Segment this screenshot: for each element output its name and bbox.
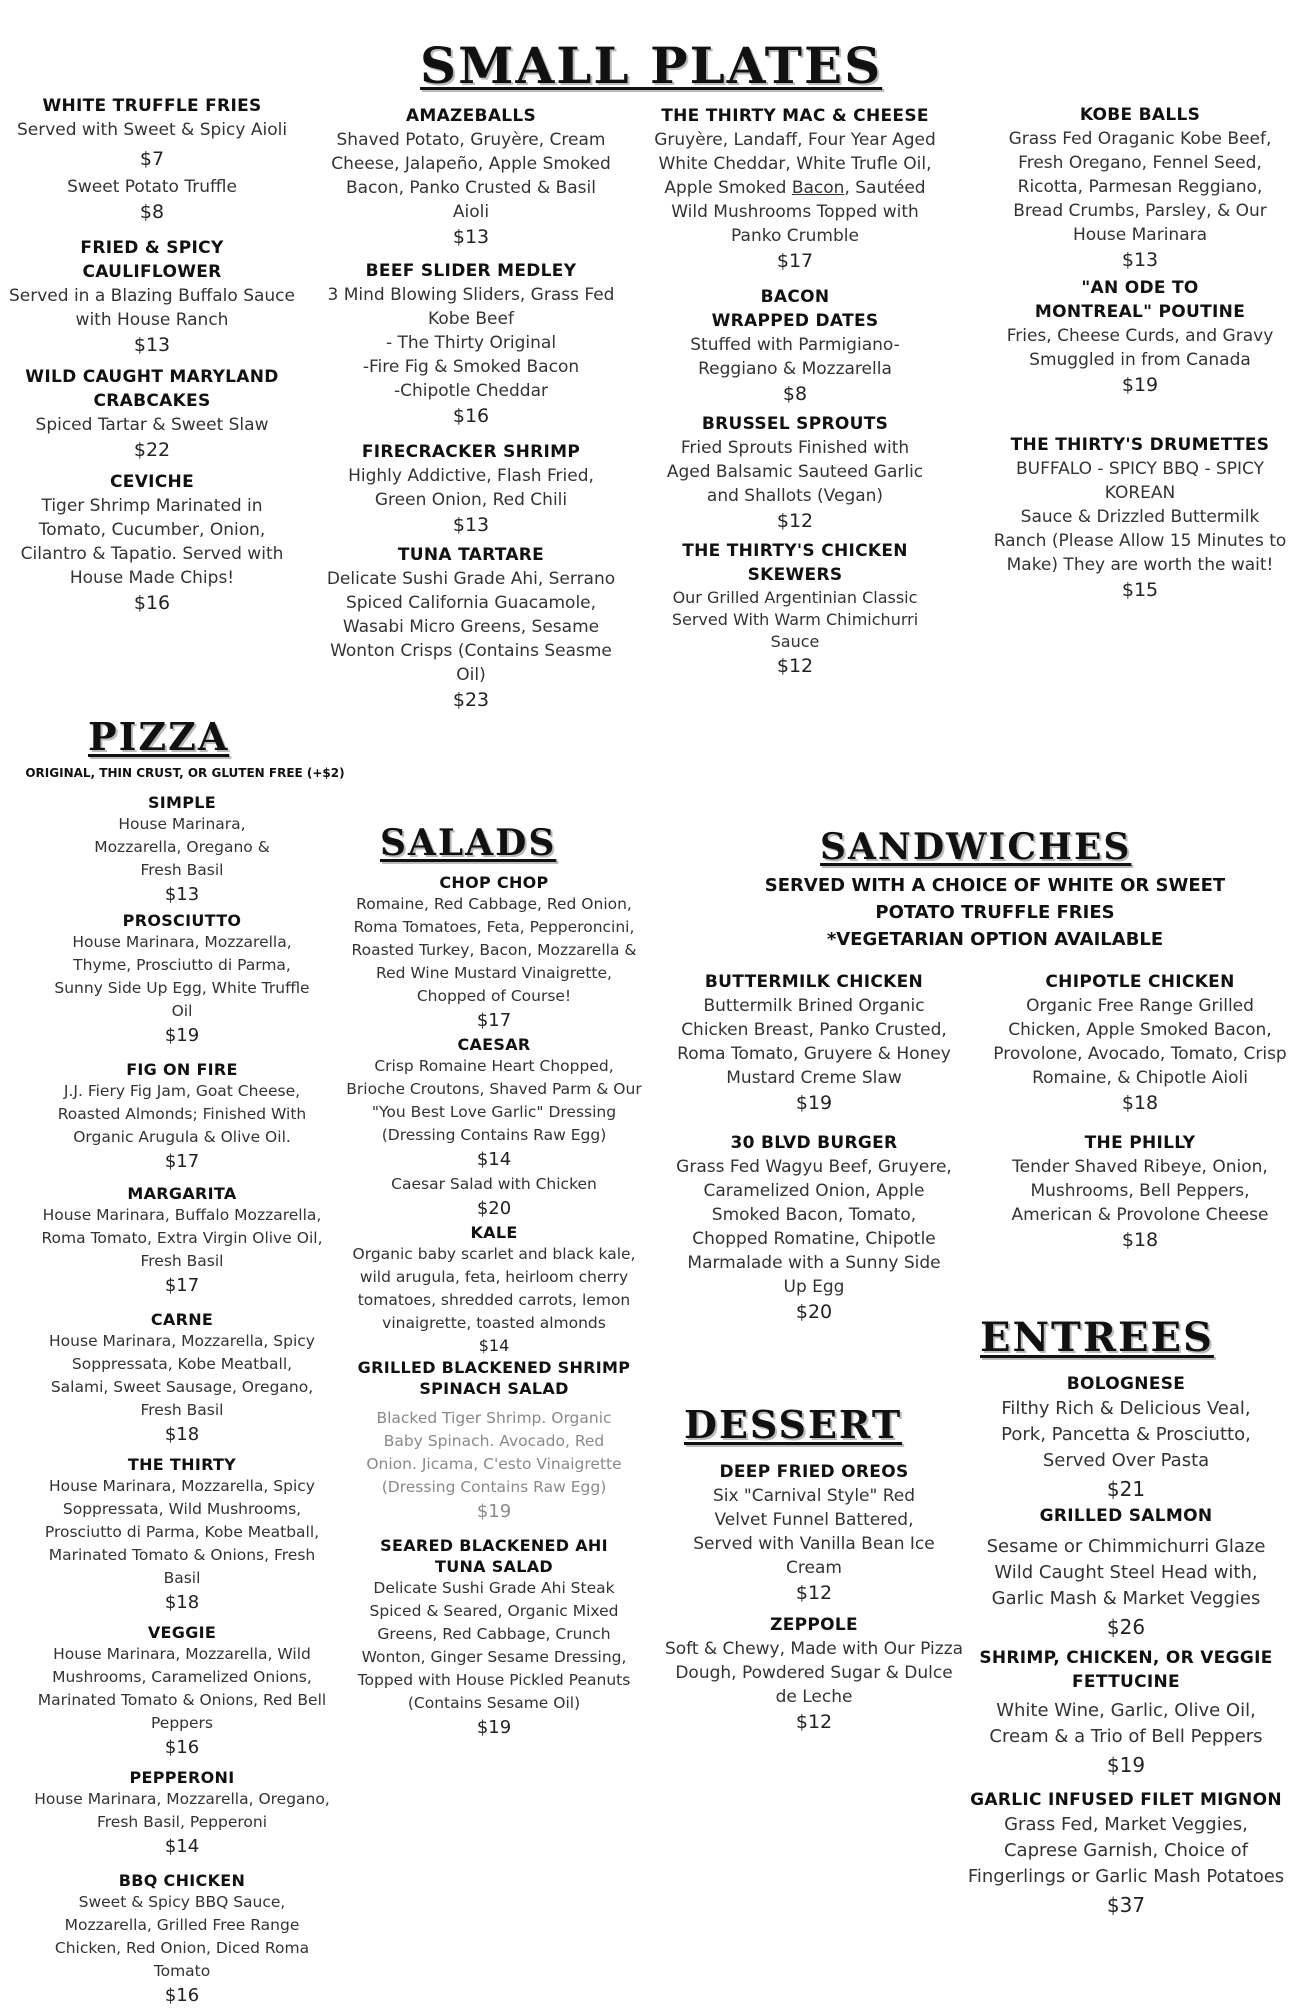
item-description: Spiced Tartar & Sweet Slaw — [35, 415, 269, 435]
item-description: Filthy Rich & Delicious Veal, Pork, Pancetta & Prosciutto, Served Over Pasta — [1001, 1398, 1251, 1471]
item-description: Highly Addictive, Flash Fried, Green Onion, Red Chili — [348, 466, 594, 510]
item-name: AMAZEBALLS — [405, 106, 537, 126]
item-name: BRUSSEL SPROUTS — [701, 414, 889, 434]
menu-item-buttermilk-chicken — [664, 970, 964, 1117]
pizza-heading: PIZZA — [88, 714, 230, 759]
menu-item-kobe-balls — [992, 103, 1288, 274]
item-description: Served in a Blazing Buffalo Sauce with House Ranch — [9, 286, 295, 330]
item-name: WHITE TRUFFLE FRIES — [42, 96, 262, 116]
item-name: CAESAR — [457, 1035, 531, 1054]
item-price: $16 — [133, 592, 171, 614]
menu-item-crabcakes — [8, 365, 296, 464]
item-name: 30 BLVD BURGER — [730, 1133, 898, 1153]
item-name: WILD CAUGHT MARYLAND CRABCAKES — [25, 367, 279, 411]
item-name: TUNA TARTARE — [397, 545, 545, 565]
item-price: $17 — [164, 1151, 200, 1172]
menu-item-chop-chop — [346, 872, 642, 1034]
item-name: FRIED & SPICY CAULIFLOWER — [80, 238, 224, 282]
item-price: $19 — [476, 1717, 512, 1738]
sandwiches-column-right — [990, 970, 1290, 1254]
item-description: Grass Fed Wagyu Beef, Gruyere, Caramelized Onion, Apple Smoked Bacon, Tomato, Chopped Romatine, Chipotle Marmalade with a Sunny Side Up Egg — [676, 1157, 952, 1297]
item-description: Sweet Potato Truffle — [67, 177, 237, 197]
item-price: $18 — [1121, 1229, 1159, 1251]
item-description: House Marinara, Mozzarella, Oregano, Fresh Basil, Pepperoni — [34, 1790, 330, 1831]
item-price: $12 — [795, 1711, 833, 1733]
item-price: $14 — [164, 1836, 200, 1857]
item-price: $12 — [776, 655, 814, 677]
menu-item-white-truffle-fries — [8, 94, 296, 173]
menu-item-firecracker-shrimp — [326, 440, 616, 539]
sandwiches-subtitle-line-1: SERVED WITH A CHOICE OF WHITE OR SWEET — [764, 875, 1226, 896]
item-name: GRILLED BLACKENED SHRIMP SPINACH SALAD — [357, 1358, 631, 1398]
sandwiches-subtitle — [690, 872, 1300, 953]
item-price: $13 — [452, 226, 490, 248]
menu-item-filet-mignon — [966, 1788, 1286, 1920]
item-name: THE PHILLY — [1084, 1133, 1196, 1153]
item-extra: Caesar Salad with Chicken — [391, 1175, 597, 1193]
menu-item-drumettes — [992, 433, 1288, 604]
item-name: MARGARITA — [127, 1184, 237, 1203]
menu-item-bolognese — [966, 1372, 1286, 1504]
item-description: House Marinara, Buffalo Mozzarella, Roma Tomato, Extra Virgin Olive Oil, Fresh Basil — [41, 1206, 323, 1270]
menu-item-deep-fried-oreos — [664, 1460, 964, 1607]
item-description: BUFFALO - SPICY BBQ - SPICY KOREAN — [1016, 459, 1264, 503]
salads-heading: SALADS — [380, 822, 557, 864]
item-description: Tender Shaved Ribeye, Onion, Mushrooms, Bell Peppers, American & Provolone Cheese — [1011, 1157, 1269, 1225]
item-description: Our Grilled Argentinian Classic Served With Warm Chimichurri Sauce — [671, 588, 919, 651]
item-price: $16 — [164, 1985, 200, 2006]
item-description: Gruyère, Landaff, Four Year Aged White Cheddar, White Trufle Oil, Apple Smoked Bacon, Sautéed Wild Mushrooms Topped with Panko Crumble — [654, 130, 936, 246]
menu-item-pizza-bbq-chicken — [34, 1870, 330, 2009]
item-price: $23 — [452, 689, 490, 711]
menu-item-pizza-veggie — [34, 1622, 330, 1761]
menu-item-blackened-shrimp-salad — [346, 1357, 642, 1525]
menu-item-pizza-the-thirty — [34, 1454, 330, 1616]
item-name: VEGGIE — [147, 1623, 217, 1642]
item-price: $18 — [164, 1424, 200, 1445]
item-price: $14 — [476, 1149, 512, 1170]
item-name: SHRIMP, CHICKEN, OR VEGGIE FETTUCINE — [979, 1648, 1273, 1692]
sandwiches-subtitle-line-3: *VEGETARIAN OPTION AVAILABLE — [826, 929, 1164, 950]
sandwiches-column-left — [664, 970, 964, 1326]
item-description: Blacked Tiger Shrimp. Organic Baby Spinach. Avocado, Red Onion. Jicama, C'esto Vinaigrette (Dressing Contains Raw Egg) — [366, 1409, 622, 1496]
item-description: House Marinara, Mozzarella, Wild Mushrooms, Caramelized Onions, Marinated Tomato & Onions, Red Bell Peppers — [37, 1645, 327, 1732]
dessert-heading: DESSERT — [684, 1402, 903, 1447]
item-name: BBQ CHICKEN — [118, 1871, 246, 1890]
menu-item-pizza-carne — [34, 1309, 330, 1448]
item-description: Organic baby scarlet and black kale, wild arugula, feta, heirloom cherry tomatoes, shredded carrots, lemon vinaigrette, toasted almonds — [352, 1245, 636, 1332]
item-description: House Marinara, Mozzarella, Spicy Soppressata, Kobe Meatball, Salami, Sweet Sausage, Oregano, Fresh Basil — [49, 1332, 315, 1419]
item-name: THE THIRTY'S CHICKEN SKEWERS — [682, 541, 908, 585]
item-description: House Marinara, Mozzarella, Thyme, Prosciutto di Parma, Sunny Side Up Egg, White Truffle Oil — [54, 933, 310, 1020]
menu-item-bacon-wrapped-dates — [640, 285, 950, 408]
item-price: $12 — [776, 510, 814, 532]
item-price: $8 — [782, 383, 808, 405]
item-name: KALE — [470, 1223, 518, 1242]
item-name: SEARED BLACKENED AHI TUNA SALAD — [380, 1536, 608, 1576]
menu-item-fried-spicy-cauliflower — [8, 236, 296, 359]
menu-item-sweet-potato-truffle — [8, 175, 296, 226]
item-description: Delicate Sushi Grade Ahi, Serrano Spiced California Guacamole, Wasabi Micro Greens, Sesame Wonton Crisps (Contains Seasme Oil) — [326, 569, 616, 685]
item-name: FIG ON FIRE — [126, 1060, 238, 1079]
item-description: Romaine, Red Cabbage, Red Onion, Roma Tomatoes, Feta, Pepperoncini, Roasted Turkey, Bacon, Mozzarella & Red Wine Mustard Vinaigrette, Chopped of Course! — [351, 895, 637, 1005]
item-price: $19 — [476, 1501, 512, 1522]
item-description: Organic Free Range Grilled Chicken, Apple Smoked Bacon, Provolone, Avocado, Tomato, Crisp Romaine, & Chipotle Aioli — [993, 996, 1287, 1088]
item-description: Delicate Sushi Grade Ahi Steak Spiced & Seared, Organic Mixed Greens, Red Cabbage, Crunch Wonton, Ginger Sesame Dressing, Topped with House Pickled Peanuts (Contains Sesame Oil) — [357, 1579, 631, 1712]
item-name: ZEPPOLE — [770, 1615, 858, 1635]
menu-item-ahi-tuna-salad — [346, 1535, 642, 1741]
item-name: "AN ODE TO MONTREAL" POUTINE — [1034, 278, 1246, 322]
item-price: $19 — [795, 1092, 833, 1114]
item-price: $17 — [476, 1010, 512, 1031]
item-price: $19 — [164, 1025, 200, 1046]
item-price: $12 — [795, 1582, 833, 1604]
item-price: $13 — [133, 334, 171, 356]
item-name: THE THIRTY'S DRUMETTES — [1010, 435, 1270, 455]
item-name: BEEF SLIDER MEDLEY — [365, 261, 577, 281]
item-name: GRILLED SALMON — [1039, 1506, 1213, 1526]
item-price: $16 — [452, 405, 490, 427]
item-price: $18 — [164, 1592, 200, 1613]
item-price: $20 — [795, 1301, 833, 1323]
salads-column — [346, 872, 642, 1741]
menu-item-ceviche — [8, 470, 296, 617]
item-description-line: -Fire Fig & Smoked Bacon — [362, 357, 580, 377]
item-price: $14 — [478, 1336, 510, 1355]
item-description: Sesame or Chimmichurri Glaze Wild Caught Steel Head with, Garlic Mash & Market Veggies — [986, 1536, 1266, 1609]
pizza-subtitle: ORIGINAL, THIN CRUST, OR GLUTEN FREE (+$2) — [25, 766, 345, 780]
item-name: GARLIC INFUSED FILET MIGNON — [970, 1790, 1282, 1810]
item-name: THE THIRTY MAC & CHEESE — [661, 106, 929, 126]
item-description: White Wine, Garlic, Olive Oil, Cream & a Trio of Bell Peppers — [989, 1700, 1263, 1747]
item-description: House Marinara, Mozzarella, Oregano & Fresh Basil — [94, 815, 270, 879]
item-price: $26 — [1106, 1615, 1146, 1639]
item-price: $13 — [1121, 249, 1159, 271]
small-plates-column-3 — [640, 104, 950, 680]
menu-item-30-blvd-burger — [664, 1131, 964, 1326]
item-price: $22 — [133, 439, 171, 461]
entrees-heading: ENTREES — [980, 1314, 1214, 1361]
item-name: FIRECRACKER SHRIMP — [361, 442, 581, 462]
menu-item-kale — [346, 1222, 642, 1357]
item-description: Fries, Cheese Curds, and Gravy Smuggled in from Canada — [1006, 326, 1274, 370]
item-description: Grass Fed Oraganic Kobe Beef, Fresh Oregano, Fennel Seed, Ricotta, Parmesan Reggiano, Bread Crumbs, Parsley, & Our House Marinara — [1008, 129, 1272, 245]
item-name: CHOP CHOP — [439, 873, 549, 892]
menu-item-pizza-simple — [34, 792, 330, 908]
small-plates-column-1 — [8, 94, 296, 617]
item-name: CEVICHE — [110, 472, 194, 492]
menu-item-the-philly — [990, 1131, 1290, 1254]
menu-item-beef-slider-medley — [326, 259, 616, 430]
menu-item-chicken-skewers — [640, 539, 950, 680]
item-description: Fried Sprouts Finished with Aged Balsamic Sauteed Garlic and Shallots (Vegan) — [666, 438, 924, 506]
small-plates-heading: SMALL PLATES — [420, 36, 883, 95]
item-name: SIMPLE — [147, 793, 217, 812]
item-name: BOLOGNESE — [1066, 1374, 1186, 1394]
menu-item-fettucine — [966, 1646, 1286, 1780]
item-description-line: Sauce & Drizzled Buttermilk Ranch (Please Allow 15 Minutes to Make) They are worth the wait! — [993, 507, 1287, 575]
sandwiches-heading: SANDWICHES — [820, 826, 1132, 868]
item-description: Soft & Chewy, Made with Our Pizza Dough, Powdered Sugar & Dulce de Leche — [664, 1639, 964, 1707]
menu-item-grilled-salmon — [966, 1504, 1286, 1642]
item-price: $16 — [164, 1737, 200, 1758]
menu-item-chipotle-chicken — [990, 970, 1290, 1117]
item-description: Sweet & Spicy BBQ Sauce, Mozzarella, Grilled Free Range Chicken, Red Onion, Diced Roma Tomato — [54, 1893, 310, 1980]
small-plates-column-4 — [992, 103, 1288, 604]
menu-item-amazeballs — [326, 104, 616, 251]
menu-item-pizza-margarita — [34, 1183, 330, 1299]
menu-item-poutine — [992, 276, 1288, 399]
item-price: $17 — [776, 250, 814, 272]
item-description: Shaved Potato, Gruyère, Cream Cheese, Jalapeño, Apple Smoked Bacon, Panko Crusted & Basil Aioli — [331, 130, 611, 222]
dessert-column — [664, 1460, 964, 1736]
item-price: $19 — [1121, 374, 1159, 396]
item-description: Six "Carnival Style" Red Velvet Funnel Battered, Served with Vanilla Bean Ice Cream — [693, 1486, 935, 1578]
entrees-column — [966, 1372, 1286, 1920]
item-price: $13 — [164, 884, 200, 905]
item-price: $13 — [452, 514, 490, 536]
item-price: $7 — [139, 148, 165, 170]
item-price: $21 — [1106, 1477, 1146, 1501]
item-name: KOBE BALLS — [1079, 105, 1201, 125]
item-price: $19 — [1106, 1753, 1146, 1777]
item-name: CARNE — [150, 1310, 214, 1329]
item-description-line: -Chipotle Cheddar — [393, 381, 549, 401]
item-description: Crisp Romaine Heart Chopped, Brioche Croutons, Shaved Parm & Our "You Best Love Garlic" Dressing (Dressing Contains Raw Egg) — [346, 1057, 642, 1144]
pizza-column — [34, 792, 330, 2009]
item-description: Tiger Shrimp Marinated in Tomato, Cucumber, Onion, Cilantro & Tapatio. Served with House Made Chips! — [20, 496, 284, 588]
menu-item-zeppole — [664, 1613, 964, 1736]
menu-item-thirty-mac-cheese — [640, 104, 950, 275]
item-name: PROSCIUTTO — [122, 911, 242, 930]
item-price: $37 — [1106, 1893, 1146, 1917]
item-price: $15 — [1121, 579, 1159, 601]
menu-item-pizza-fig-on-fire — [34, 1059, 330, 1175]
item-name: THE THIRTY — [127, 1455, 237, 1474]
item-price-extra: $20 — [476, 1198, 512, 1219]
item-price: $17 — [164, 1275, 200, 1296]
item-description: Stuffed with Parmigiano-Reggiano & Mozzarella — [690, 335, 900, 379]
item-name: PEPPERONI — [129, 1768, 235, 1787]
item-name: DEEP FRIED OREOS — [719, 1462, 909, 1482]
sandwiches-subtitle-line-2: POTATO TRUFFLE FRIES — [875, 902, 1115, 923]
menu-item-pizza-prosciutto — [34, 910, 330, 1049]
item-description: J.J. Fiery Fig Jam, Goat Cheese, Roasted Almonds; Finished With Organic Arugula & Olive Oil. — [57, 1082, 307, 1146]
item-description: Served with Sweet & Spicy Aioli — [16, 120, 288, 140]
item-description: Grass Fed, Market Veggies, Caprese Garnish, Choice of Fingerlings or Garlic Mash Potatoes — [967, 1814, 1285, 1887]
item-name: BUTTERMILK CHICKEN — [704, 972, 924, 992]
item-description-line: - The Thirty Original — [385, 333, 557, 353]
item-price: $18 — [1121, 1092, 1159, 1114]
menu-item-pizza-pepperoni — [34, 1767, 330, 1860]
item-price: $8 — [139, 201, 165, 223]
item-name: BACON WRAPPED DATES — [711, 287, 879, 331]
menu-item-brussel-sprouts — [640, 412, 950, 535]
item-name: CHIPOTLE CHICKEN — [1045, 972, 1235, 992]
menu-item-tuna-tartare — [326, 543, 616, 714]
item-description: Buttermilk Brined Organic Chicken Breast, Panko Crusted, Roma Tomato, Gruyere & Honey Mustard Creme Slaw — [677, 996, 951, 1088]
item-description: 3 Mind Blowing Sliders, Grass Fed Kobe Beef — [327, 285, 615, 329]
small-plates-column-2 — [326, 104, 616, 714]
menu-item-caesar — [346, 1034, 642, 1222]
item-description: House Marinara, Mozzarella, Spicy Soppressata, Wild Mushrooms, Prosciutto di Parma, Kobe Meatball, Marinated Tomato & Onions, Fresh Basil — [44, 1477, 320, 1587]
